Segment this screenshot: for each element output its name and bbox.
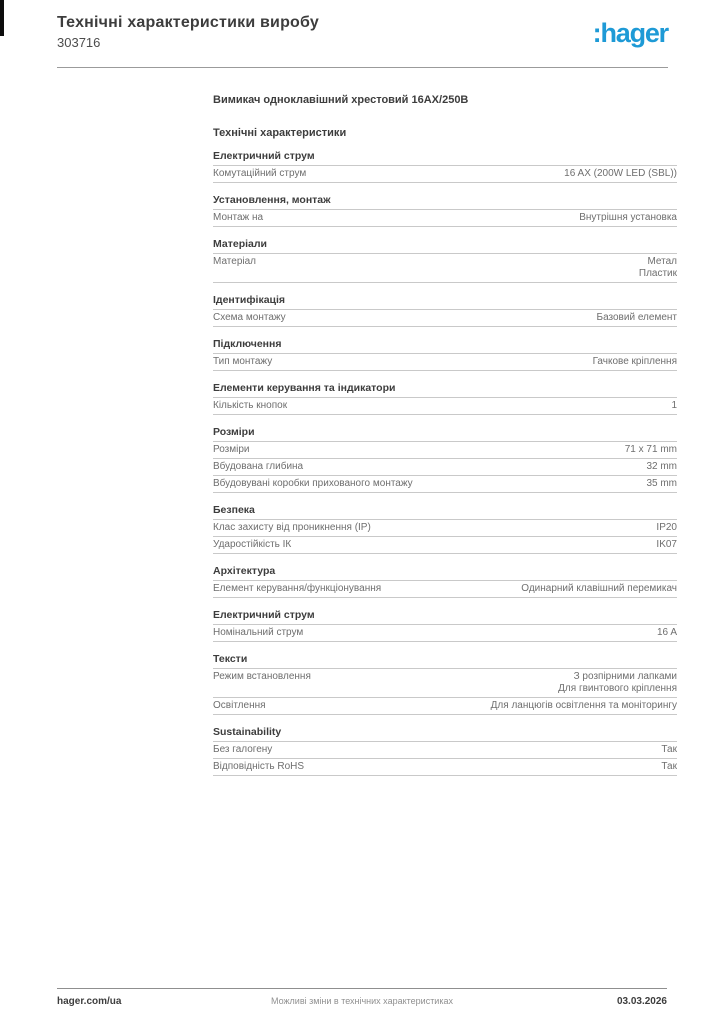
spec-row-values bbox=[661, 761, 677, 773]
spec-row bbox=[213, 669, 677, 698]
spec-row-value: Гачкове кріплення bbox=[592, 356, 677, 367]
spec-row bbox=[213, 442, 677, 459]
spec-row-value: Для ланцюгів освітлення та моніторингу bbox=[490, 700, 677, 711]
spec-row-label: Кількість кнопок bbox=[213, 400, 288, 411]
spec-section bbox=[213, 150, 677, 183]
spec-row-label: Ударостійкість ІК bbox=[213, 539, 292, 550]
spec-row-label: Монтаж на bbox=[213, 212, 264, 223]
spec-section bbox=[213, 426, 677, 493]
spec-rows bbox=[213, 625, 677, 642]
page-header bbox=[57, 0, 668, 68]
spec-row-values bbox=[661, 744, 677, 756]
spec-row-values bbox=[657, 627, 677, 639]
spec-row-values bbox=[564, 168, 677, 180]
spec-rows bbox=[213, 669, 677, 715]
spec-row bbox=[213, 698, 677, 715]
spec-row-label: Вбудовувані коробки прихованого монтажу bbox=[213, 478, 413, 489]
spec-row-value: IP20 bbox=[656, 522, 677, 533]
spec-row-label: Режим встановлення bbox=[213, 671, 311, 682]
spec-rows bbox=[213, 520, 677, 554]
spec-row-label: Без галогену bbox=[213, 744, 273, 755]
spec-row-label: Номінальний струм bbox=[213, 627, 304, 638]
spec-row bbox=[213, 759, 677, 776]
spec-row-values bbox=[593, 356, 677, 368]
spec-row-label: Освітлення bbox=[213, 700, 266, 711]
spec-row-values bbox=[521, 583, 677, 595]
spec-row-label: Вбудована глибина bbox=[213, 461, 304, 472]
spec-row-value: 35 mm bbox=[646, 478, 677, 489]
spec-section-title: Електричний струм bbox=[213, 150, 677, 166]
spec-sections bbox=[213, 150, 677, 776]
footer-date: 03.03.2026 bbox=[616, 996, 667, 1007]
spec-section-title: Електричний струм bbox=[213, 609, 677, 625]
spec-row-value: 16 AX (200W LED (SBL)) bbox=[564, 168, 677, 179]
hager-logo: :hager bbox=[592, 18, 668, 48]
spec-row-values bbox=[491, 700, 677, 712]
spec-row-values bbox=[646, 478, 677, 490]
spec-section bbox=[213, 194, 677, 227]
spec-row bbox=[213, 210, 677, 227]
spec-row-value: Внутрішня установка bbox=[579, 212, 677, 223]
product-code: 303716 bbox=[57, 35, 101, 50]
spec-row-value: Метал bbox=[647, 256, 677, 267]
spec-row-values bbox=[671, 400, 677, 412]
spec-row-values bbox=[597, 312, 677, 324]
spec-section bbox=[213, 565, 677, 598]
spec-row bbox=[213, 310, 677, 327]
spec-row-values bbox=[646, 461, 677, 473]
spec-row bbox=[213, 398, 677, 415]
spec-row-value: Для гвинтового кріплення bbox=[558, 683, 677, 694]
spec-row bbox=[213, 742, 677, 759]
spec-rows bbox=[213, 742, 677, 776]
spec-section-title: Підключення bbox=[213, 338, 677, 354]
spec-section bbox=[213, 238, 677, 283]
spec-row bbox=[213, 581, 677, 598]
spec-rows bbox=[213, 254, 677, 283]
spec-row-value: 71 x 71 mm bbox=[624, 444, 677, 455]
spec-rows bbox=[213, 581, 677, 598]
document-title: Технічні характеристики виробу bbox=[57, 14, 319, 31]
spec-section-title: Тексти bbox=[213, 653, 677, 669]
spec-section-title: Архітектура bbox=[213, 565, 677, 581]
spec-row-label: Тип монтажу bbox=[213, 356, 273, 367]
spec-rows bbox=[213, 354, 677, 371]
spec-section bbox=[213, 294, 677, 327]
spec-row-value: 1 bbox=[671, 400, 677, 411]
spec-rows bbox=[213, 310, 677, 327]
spec-section bbox=[213, 504, 677, 554]
spec-row-values bbox=[579, 212, 677, 224]
spec-row-values bbox=[625, 444, 677, 456]
spec-row-value: З розпірними лапками bbox=[573, 671, 677, 682]
spec-row bbox=[213, 166, 677, 183]
spec-rows bbox=[213, 166, 677, 183]
spec-row-label: Розміри bbox=[213, 444, 250, 455]
footer-website: hager.com/ua bbox=[57, 996, 122, 1007]
spec-row-label: Елемент керування/функціонування bbox=[213, 583, 382, 594]
spec-section bbox=[213, 726, 677, 776]
spec-section-title: Ідентифікація bbox=[213, 294, 677, 310]
spec-row-value: 32 mm bbox=[646, 461, 677, 472]
product-name: Вимикач одноклавішний хрестовий 16AX/250В bbox=[213, 94, 469, 106]
spec-row-value: Пластик bbox=[638, 268, 677, 279]
spec-section bbox=[213, 382, 677, 415]
spec-rows bbox=[213, 210, 677, 227]
footer-disclaimer: Можливі зміни в технічних характеристиках bbox=[271, 996, 453, 1006]
spec-row bbox=[213, 625, 677, 642]
spec-row-label: Комутаційний струм bbox=[213, 168, 307, 179]
main-content bbox=[213, 68, 677, 776]
spec-row-label: Матеріал bbox=[213, 256, 256, 267]
spec-rows bbox=[213, 442, 677, 493]
spec-row-value: Одинарний клавішний перемикач bbox=[521, 583, 677, 594]
spec-row bbox=[213, 520, 677, 537]
spec-section bbox=[213, 609, 677, 642]
spec-section-title: Установлення, монтаж bbox=[213, 194, 677, 210]
spec-row-label: Схема монтажу bbox=[213, 312, 286, 323]
page-footer bbox=[57, 988, 667, 1007]
spec-row bbox=[213, 459, 677, 476]
spec-row bbox=[213, 354, 677, 371]
spec-section-title: Sustainability bbox=[213, 726, 677, 742]
spec-section-title: Матеріали bbox=[213, 238, 677, 254]
spec-row-value: IK07 bbox=[656, 539, 677, 550]
spec-section bbox=[213, 653, 677, 715]
spec-row-values bbox=[639, 256, 677, 280]
spec-row-value: 16 A bbox=[656, 627, 677, 638]
specs-heading: Технічні характеристики bbox=[213, 127, 347, 139]
spec-section-title: Безпека bbox=[213, 504, 677, 520]
spec-row-values bbox=[656, 522, 677, 534]
spec-row-values bbox=[656, 539, 677, 551]
spec-row-label: Відповідність RoHS bbox=[213, 761, 305, 772]
spec-row bbox=[213, 537, 677, 554]
spec-row-label: Клас захисту від проникнення (IP) bbox=[213, 522, 371, 533]
spec-section bbox=[213, 338, 677, 371]
spec-row-values bbox=[558, 671, 677, 695]
spec-row-value: Так bbox=[661, 744, 677, 755]
spec-section-title: Елементи керування та індикатори bbox=[213, 382, 677, 398]
scan-edge-artifact bbox=[0, 0, 4, 36]
spec-section-title: Розміри bbox=[213, 426, 677, 442]
spec-row bbox=[213, 476, 677, 493]
spec-row-value: Так bbox=[661, 761, 677, 772]
spec-row bbox=[213, 254, 677, 283]
spec-rows bbox=[213, 398, 677, 415]
spec-row-value: Базовий елемент bbox=[596, 312, 677, 323]
